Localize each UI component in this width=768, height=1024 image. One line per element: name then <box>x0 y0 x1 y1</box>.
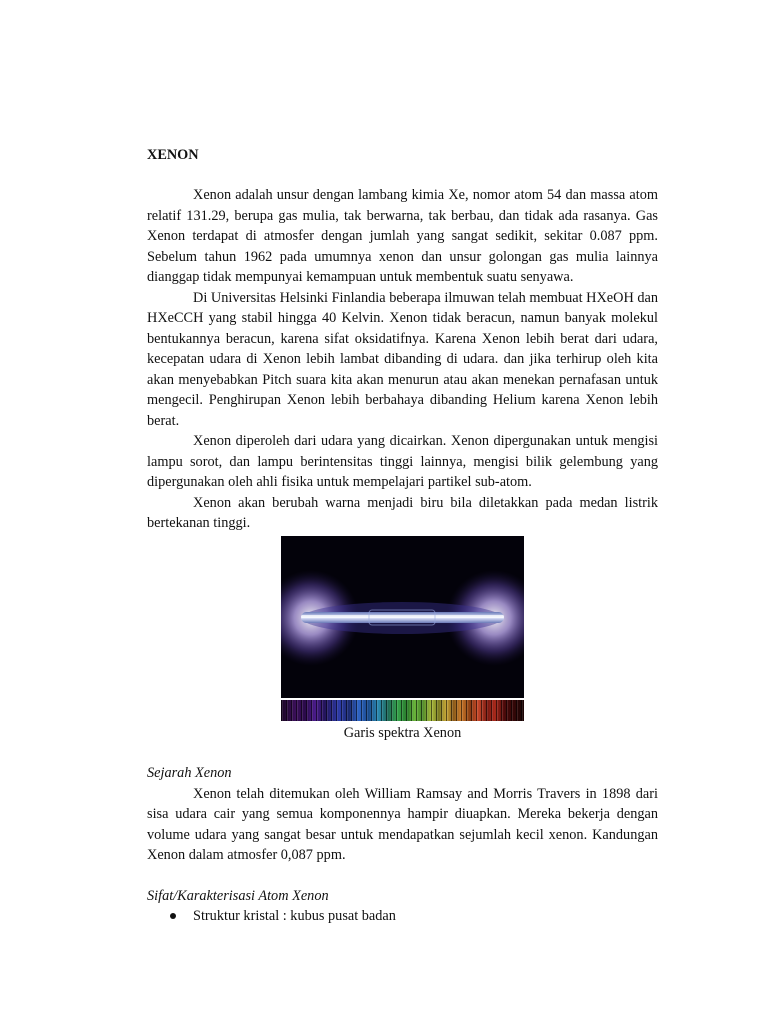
paragraph-sejarah: Xenon telah ditemukan oleh William Ramsay and Morris Travers in 1898 dari sisa udara cair yang semua komponennya hampir diuapkan. Mereka bekerja dengan volume udara yang sangat besar untuk mendapatkan sejumlah kecil xenon. Kandungan Xenon dalam atmosfer 0,087 ppm. <box>147 785 658 863</box>
xenon-tube-photo <box>281 536 524 698</box>
list-item-text: Struktur kristal : kubus pusat badan <box>193 908 396 924</box>
bullet-list <box>147 906 658 927</box>
paragraph-helsinki: Di Universitas Helsinki Finlandia beberapa ilmuwan telah membuat HXeOH dan HXeCCH yang stabil hingga 40 Kelvin. Xenon tidak beracun, namun banyak molekul bentukannya beracun, karena sifat oksidatifnya. Karena Xenon lebih berat dari udara, kecepatan udara di Xenon lebih lambat dibanding di udara. dan jika terhirup oleh kita akan menyebabkan Pitch suara kita akan menurun atau akan menekan pernafasan untuk mengecil. Penghirupan Xenon lebih berbahaya dibanding Helium karena Xenon lebih berat. <box>147 289 658 429</box>
xenon-figure <box>147 536 658 744</box>
xenon-tube-illustration <box>281 536 524 698</box>
xenon-spectrum-strip <box>281 700 524 721</box>
paragraph-intro: Xenon adalah unsur dengan lambang kimia Xe, nomor atom 54 dan massa atom relatif 131.29, berupa gas mulia, tak berwarna, tak berbau, dan tidak ada rasanya. Gas Xenon terdapat di atmosfer dengan jumlah yang sangat sedikit, sekitar 0.087 ppm. Sebelum tahun 1962 pada umumnya xenon dan unsur golongan gas mulia lainnya dianggap tidak mempunyai kemampuan untuk membentuk suatu senyawa. <box>147 187 658 285</box>
figure-caption: Garis spektra Xenon <box>343 724 462 741</box>
section-heading-sejarah: Sejarah Xenon <box>147 765 232 781</box>
spectrum-lines <box>281 700 524 721</box>
bullet-icon <box>170 913 176 919</box>
document-page <box>147 145 658 927</box>
document-title: XENON <box>147 147 199 163</box>
list-item <box>147 906 658 927</box>
paragraph-uses: Xenon diperoleh dari udara yang dicairkan. Xenon dipergunakan untuk mengisi lampu sorot, dan lampu berintensitas tinggi lainnya, mengisi bilik gelembung yang dipergunakan oleh ahli fisika untuk mempelajari partikel sub-atom. <box>147 433 658 490</box>
section-heading-sifat: Sifat/Karakterisasi Atom Xenon <box>147 887 329 904</box>
paragraph-blue-color: Xenon akan berubah warna menjadi biru bila diletakkan pada medan listrik bertekanan tinggi. <box>147 494 658 531</box>
